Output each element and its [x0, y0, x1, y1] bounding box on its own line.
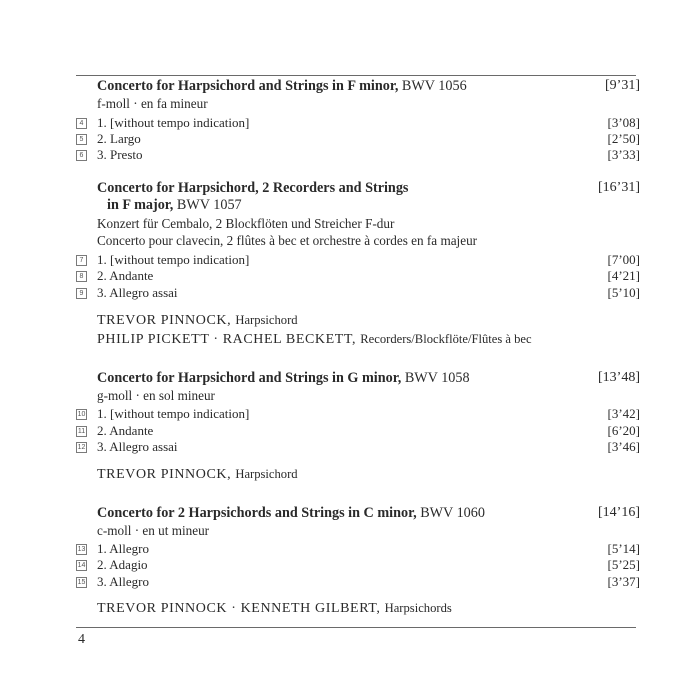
section-title: Concerto for Harpsichord, 2 Recorders and Strings [97, 180, 409, 196]
track-row[interactable] [0, 406, 700, 423]
track-number: 4 [76, 118, 87, 129]
track-label: 3. Allegro [97, 574, 149, 589]
track-time: [4’21] [607, 268, 640, 283]
track-row[interactable] [0, 574, 700, 591]
track-row[interactable] [0, 423, 700, 440]
track-number: 10 [77, 411, 86, 418]
page-number: 4 [78, 632, 85, 647]
track-number: 6 [76, 150, 87, 161]
track-number: 15 [77, 579, 86, 586]
track-number: 8 [76, 271, 87, 282]
track-label: 2. Andante [97, 268, 154, 283]
track-label: 2. Largo [97, 131, 141, 146]
track-number: 7 [76, 255, 87, 266]
track-label: 2. Andante [97, 423, 154, 438]
track-time: [3’46] [607, 439, 640, 454]
track-label: 1. [without tempo indication] [97, 406, 250, 421]
section-subtitle: c-moll · en ut mineur [97, 523, 210, 538]
section-subtitle: Konzert für Cembalo, 2 Blockflöten und Streicher F-dur [97, 216, 395, 231]
section-total-time: [9’31] [605, 78, 640, 93]
artist-credit: TREVOR PINNOCK · KENNETH GILBERT, Harpsichords [97, 601, 452, 616]
section-title-continued: in F major, BWV 1057 [107, 197, 242, 213]
rule-bottom [76, 627, 636, 628]
track-row[interactable] [0, 252, 700, 269]
track-row[interactable] [0, 541, 700, 558]
track-time: [3’42] [607, 406, 640, 421]
track-label: 1. [without tempo indication] [97, 252, 250, 267]
track-row[interactable] [0, 268, 700, 285]
track-row[interactable] [0, 557, 700, 574]
track-row[interactable] [0, 439, 700, 456]
track-label: 3. Allegro assai [97, 285, 178, 300]
section-subtitle: Concerto pour clavecin, 2 flûtes à bec et orchestre à cordes en fa majeur [97, 233, 478, 248]
track-row[interactable] [0, 131, 700, 148]
section-total-time: [13’48] [598, 370, 640, 385]
track-label: 1. [without tempo indication] [97, 115, 250, 130]
track-number: 14 [77, 562, 86, 569]
section-total-time: [14’16] [598, 505, 640, 520]
track-number: 11 [77, 428, 86, 435]
section-title: Concerto for Harpsichord and Strings in G minor, BWV 1058 [97, 370, 470, 386]
track-time: [5’14] [607, 541, 640, 556]
track-time: [3’33] [607, 147, 640, 162]
track-row[interactable] [0, 115, 700, 132]
section-subtitle: f-moll · en fa mineur [97, 96, 208, 111]
track-label: 2. Adagio [97, 557, 148, 572]
track-time: [7’00] [607, 252, 640, 267]
section-title: Concerto for Harpsichord and Strings in F minor, BWV 1056 [97, 78, 467, 94]
track-row[interactable] [0, 285, 700, 302]
artist-credit: TREVOR PINNOCK, Harpsichord [97, 467, 298, 482]
track-label: 3. Presto [97, 147, 143, 162]
track-time: [2’50] [607, 131, 640, 146]
track-time: [6’20] [607, 423, 640, 438]
track-number: 12 [77, 444, 86, 451]
section-total-time: [16’31] [598, 180, 640, 195]
track-time: [5’25] [607, 557, 640, 572]
track-label: 3. Allegro assai [97, 439, 178, 454]
track-number: 5 [76, 134, 87, 145]
track-time: [3’37] [607, 574, 640, 589]
track-time: [5’10] [607, 285, 640, 300]
track-number: 13 [77, 546, 86, 553]
track-row[interactable] [0, 147, 700, 164]
artist-credit: PHILIP PICKETT · RACHEL BECKETT, Recorders/Blockflöte/Flûtes à bec [97, 332, 532, 347]
artist-credit: TREVOR PINNOCK, Harpsichord [97, 313, 298, 328]
section-title: Concerto for 2 Harpsichords and Strings in C minor, BWV 1060 [97, 505, 485, 521]
section-subtitle: g-moll · en sol mineur [97, 388, 215, 403]
track-number: 9 [76, 288, 87, 299]
track-time: [3’08] [607, 115, 640, 130]
track-label: 1. Allegro [97, 541, 149, 556]
